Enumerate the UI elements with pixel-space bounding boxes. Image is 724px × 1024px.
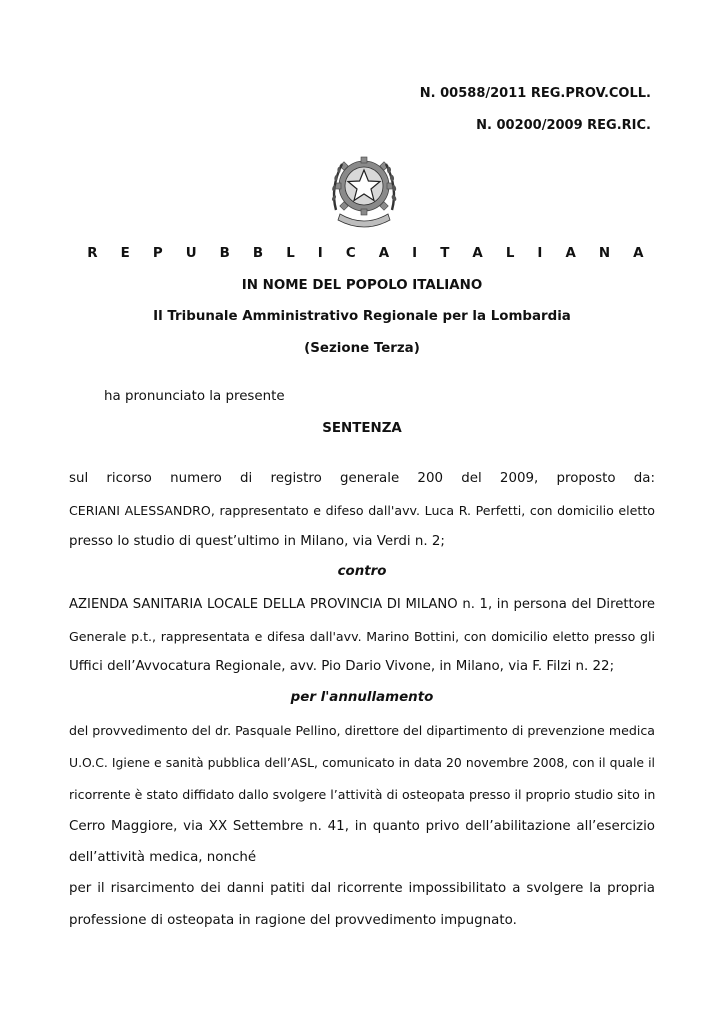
sentenza-heading: SENTENZA [322, 421, 402, 436]
tribunale-heading: Il Tribunale Amministrativo Regionale per la Lombardia [153, 309, 571, 324]
resistente-line-2: Generale p.t., rappresentata e difesa dall'avv. Marino Bottini, con domicilio eletto presso gli [69, 629, 655, 644]
ricorso-word: 200 [417, 471, 443, 486]
ricorso-word: di [240, 471, 253, 486]
oggetto-line-3: ricorrente è stato diffidato dallo svolgere l’attività di osteopata presso il proprio studio sito in [69, 787, 656, 802]
ricorso-word: numero [170, 471, 222, 486]
ricorso-word: sul [69, 471, 89, 486]
contro-heading: contro [337, 564, 387, 579]
annullamento-heading: per l'annullamento [290, 690, 434, 705]
ricorso-word: ricorso [106, 471, 152, 486]
ricorso-line-1 [69, 471, 655, 486]
repubblica-italiana-emblem-icon [326, 148, 402, 232]
oggetto-line-2: U.O.C. Igiene e sanità pubblica dell’ASL, comunicato in data 20 novembre 2008, con il quale il [69, 755, 655, 770]
repubblica-italiana-heading: R E P U B B L I C A I T A L I A N A [87, 246, 653, 261]
reg-ric-number: N. 00200/2009 REG.RIC. [476, 118, 651, 133]
sezione-heading: (Sezione Terza) [304, 341, 420, 356]
ricorso-word: da: [633, 471, 655, 486]
reg-prov-coll-number: N. 00588/2011 REG.PROV.COLL. [419, 86, 651, 101]
oggetto-line-4: Cerro Maggiore, via XX Settembre n. 41, in quanto privo dell’abilitazione all’esercizio [69, 819, 655, 834]
oggetto-line-1: del provvedimento del dr. Pasquale Pellino, direttore del dipartimento di prevenzione medica [69, 723, 655, 738]
nome-popolo-heading: IN NOME DEL POPOLO ITALIANO [241, 278, 483, 293]
ricorso-word: del [461, 471, 482, 486]
ricorso-word: 2009, [499, 471, 539, 486]
ricorso-word: proposto [556, 471, 616, 486]
resistente-line-3: Uffici dell’Avvocatura Regionale, avv. Pio Dario Vivone, in Milano, via F. Filzi n. 22; [69, 659, 615, 674]
oggetto-line-5: dell’attività medica, nonché [69, 850, 257, 865]
ricorso-line-2: CERIANI ALESSANDRO, rappresentato e difeso dall'avv. Luca R. Perfetti, con domicilio eletto [69, 503, 655, 518]
ricorso-word: registro [270, 471, 322, 486]
resistente-line-1: AZIENDA SANITARIA LOCALE DELLA PROVINCIA DI MILANO n. 1, in persona del Direttore [69, 597, 655, 612]
ricorso-word: generale [340, 471, 400, 486]
oggetto-line-7: professione di osteopata in ragione del provvedimento impugnato. [69, 913, 517, 928]
intro-text: ha pronunciato la presente [104, 389, 285, 404]
ricorso-line-3: presso lo studio di quest’ultimo in Milano, via Verdi n. 2; [69, 534, 445, 549]
oggetto-line-6: per il risarcimento dei danni patiti dal ricorrente impossibilitato a svolgere la propria [69, 881, 655, 896]
